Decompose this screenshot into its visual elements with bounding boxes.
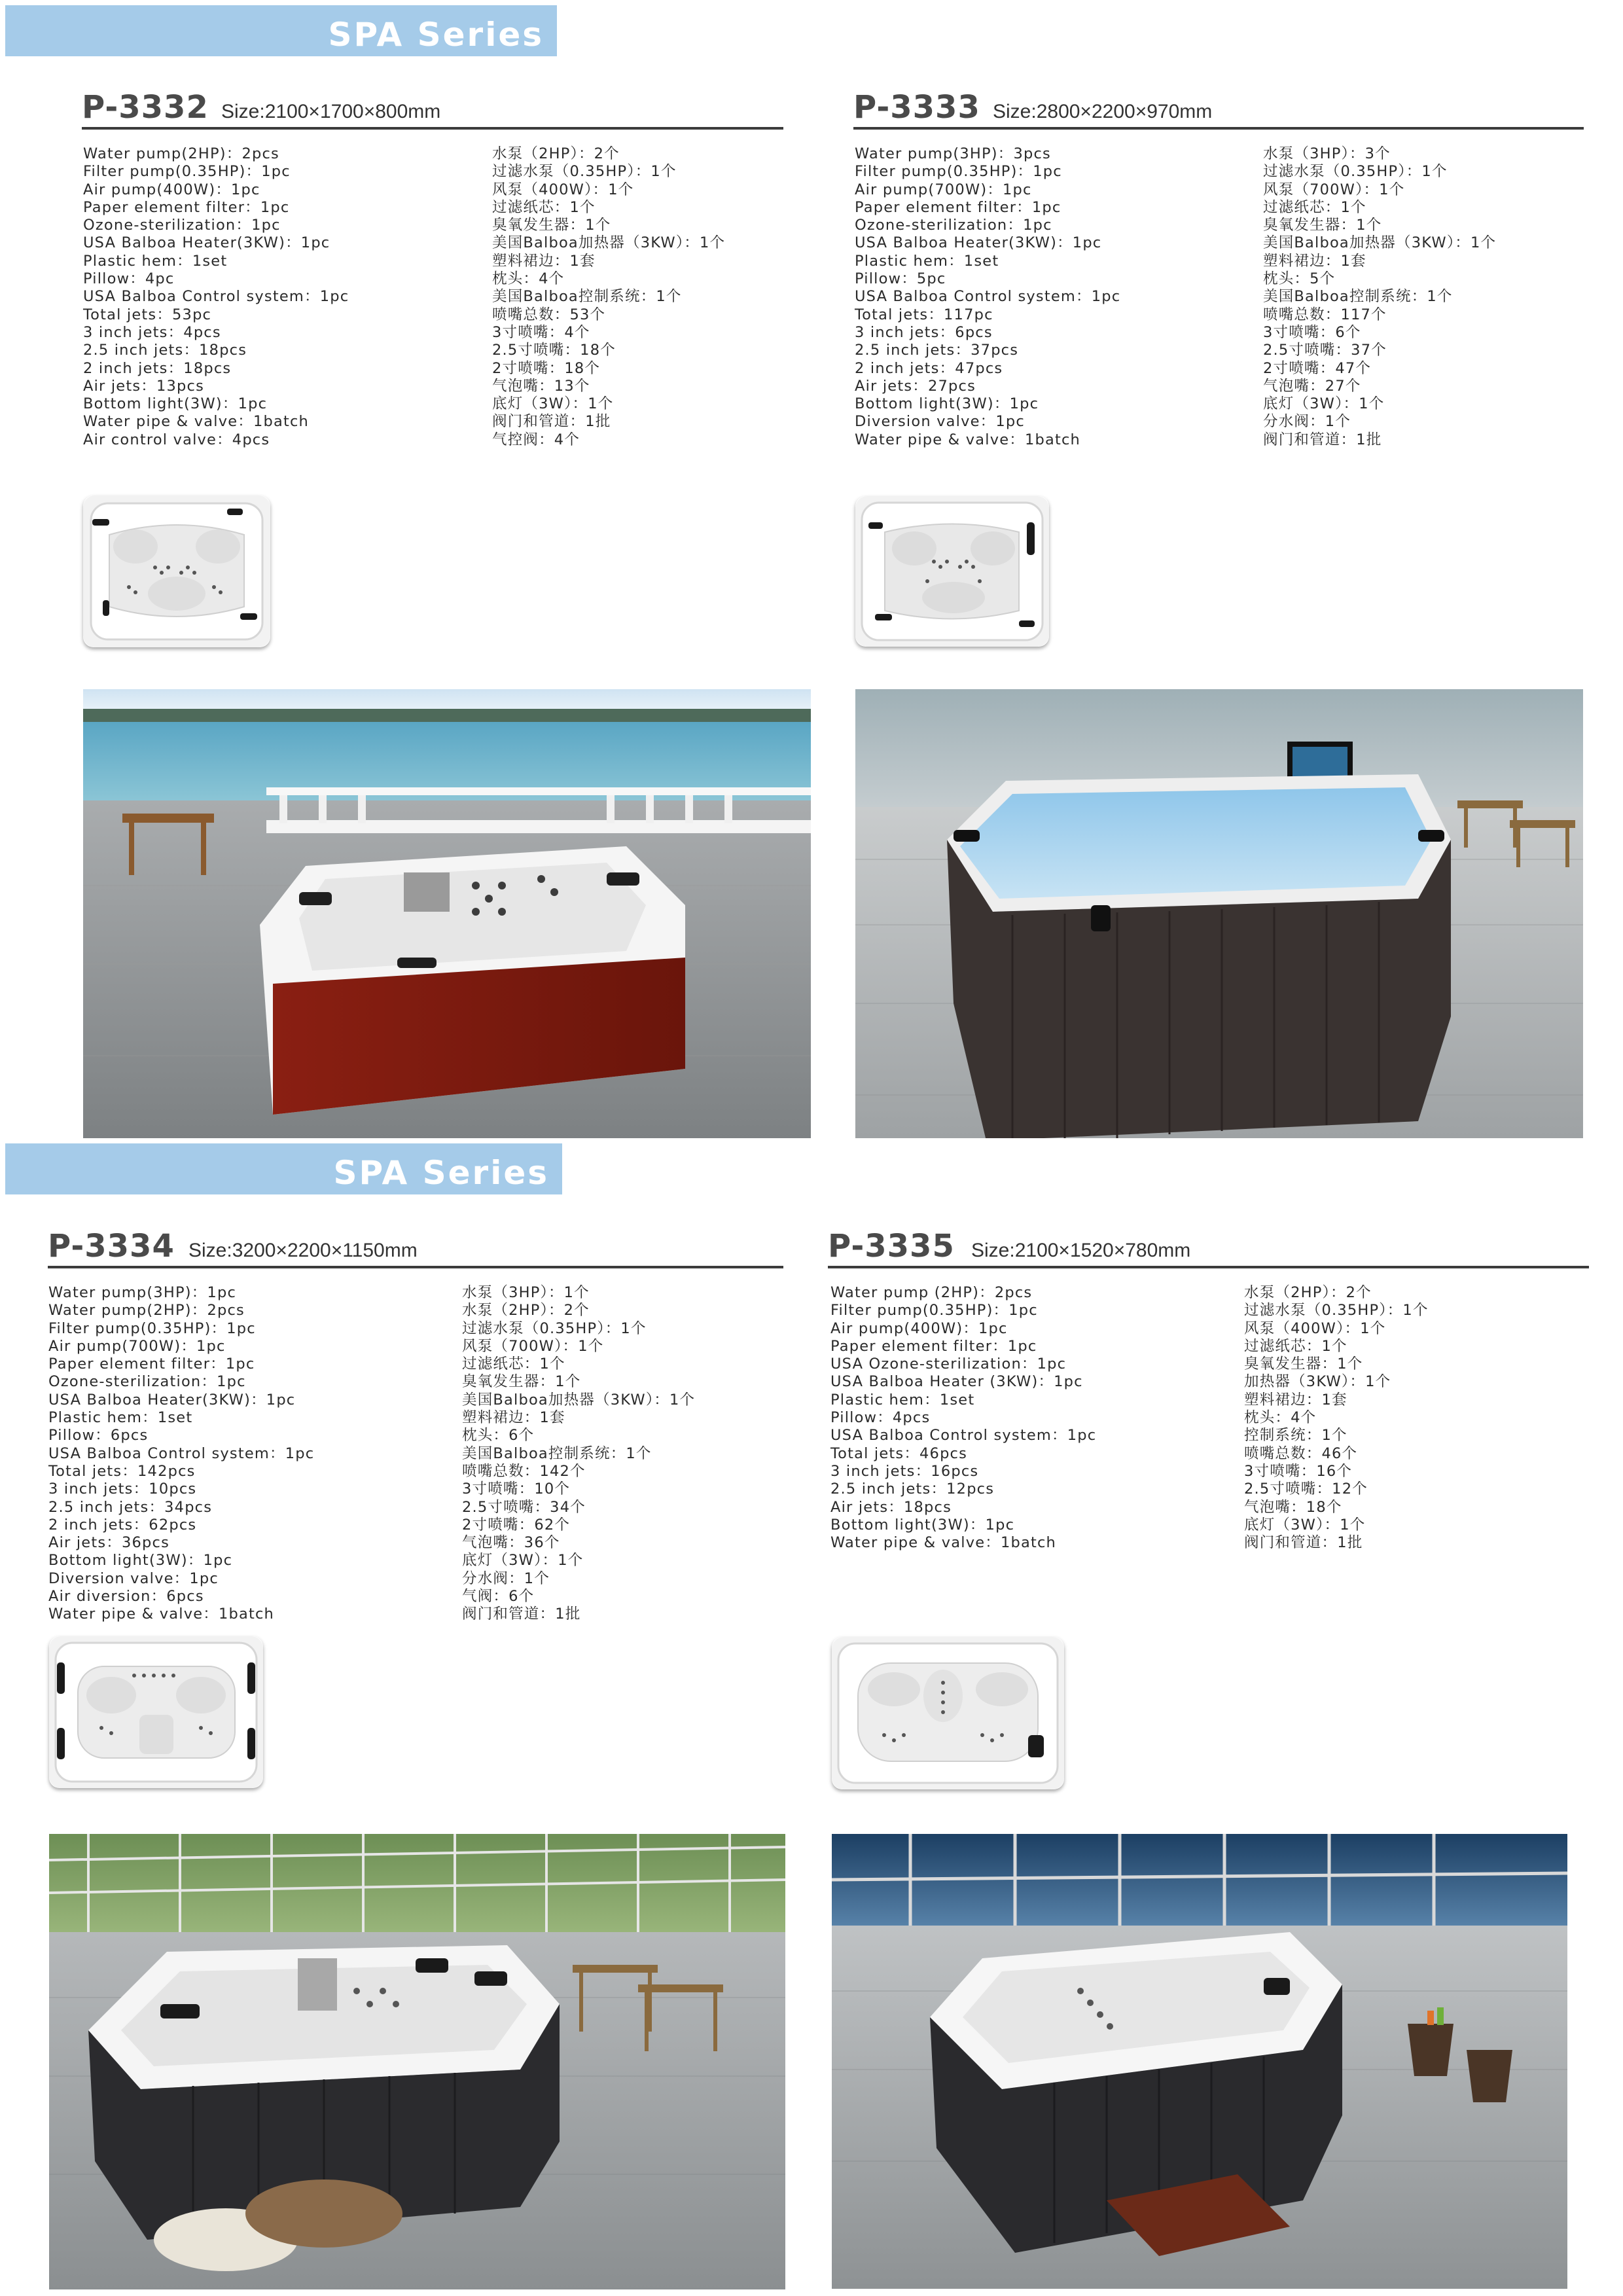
spec-line: 分水阀：1个 — [462, 1570, 550, 1587]
spec-line: 2寸喷嘴：47个 — [1263, 359, 1372, 377]
spec-line: 3寸喷嘴：10个 — [462, 1480, 571, 1498]
spec-line: Air pump(700W)：1pc — [855, 181, 1032, 198]
spec-line: 美国Balboa控制系统：1个 — [1263, 288, 1453, 306]
top-view-image-p3334 — [49, 1636, 263, 1788]
spec-line: 喷嘴总数：117个 — [1263, 306, 1387, 323]
product-header — [828, 1230, 1589, 1268]
spec-line: Water pump (2HP)：2pcs — [830, 1284, 1033, 1301]
spec-line: 2 inch jets：47pcs — [855, 359, 1003, 377]
spec-line: 美国Balboa控制系统：1个 — [462, 1444, 652, 1462]
spec-line: 2.5 inch jets：37pcs — [855, 342, 1019, 359]
spec-line: Paper element filter：1pc — [48, 1355, 255, 1373]
spec-line: Water pipe & valve：1batch — [855, 431, 1081, 448]
spec-line: 2.5 inch jets：18pcs — [83, 342, 247, 359]
spec-line: Plastic hem：1set — [855, 252, 999, 270]
product-size: Size:2100×1520×780mm — [971, 1240, 1191, 1261]
spec-line: 加热器（3KW）：1个 — [1244, 1373, 1391, 1391]
spec-line: 3 inch jets：6pcs — [855, 323, 993, 341]
spec-line: 美国Balboa控制系统：1个 — [492, 288, 682, 306]
spec-line: Filter pump(0.35HP)：1pc — [830, 1302, 1038, 1319]
spec-line: 枕头：5个 — [1263, 270, 1336, 288]
product-p3334 — [48, 1230, 783, 1623]
spec-line: 气控阀：4个 — [492, 431, 580, 448]
spec-line: Water pipe & valve：1batch — [48, 1605, 275, 1623]
product-photo-p3333 — [855, 689, 1583, 1138]
spec-line: 气泡嘴：13个 — [492, 377, 590, 395]
spec-line: Pillow：6pcs — [48, 1427, 149, 1444]
top-view-image-p3333 — [855, 496, 1049, 647]
spec-line: Diversion valve：1pc — [48, 1570, 219, 1587]
product-header — [82, 89, 783, 130]
spec-line: Filter pump(0.35HP)：1pc — [855, 163, 1062, 181]
product-size: Size:3200×2200×1150mm — [188, 1240, 418, 1261]
spec-line: 塑料裙边：1套 — [492, 252, 596, 270]
specs-english — [855, 145, 1120, 449]
specs-english — [83, 145, 349, 449]
spec-line: Diversion valve：1pc — [855, 413, 1025, 431]
spec-line: USA Balboa Heater(3KW)：1pc — [83, 234, 330, 252]
spec-line: 水泵（3HP）：1个 — [462, 1284, 590, 1301]
spec-line: 3寸喷嘴：16个 — [1244, 1462, 1353, 1480]
specs-chinese — [1263, 145, 1496, 449]
series-banner-title: SPA Series — [333, 1154, 549, 1192]
spec-line: Ozone-sterilization：1pc — [83, 217, 281, 234]
spec-line: Air jets：13pcs — [83, 377, 204, 395]
spec-line: Air pump(400W)：1pc — [830, 1319, 1008, 1337]
spec-line: 阀门和管道：1批 — [1244, 1534, 1363, 1552]
product-p3335 — [828, 1230, 1589, 1623]
spec-line: 臭氧发生器：1个 — [492, 217, 611, 234]
specs-english — [830, 1284, 1096, 1552]
spec-line: 喷嘴总数：46个 — [1244, 1444, 1358, 1462]
product-header — [48, 1230, 783, 1268]
top-view-image-p3332 — [83, 495, 270, 647]
spec-line: 3寸喷嘴：6个 — [1263, 323, 1361, 341]
spec-line: 3 inch jets：16pcs — [830, 1462, 979, 1480]
spec-line: Water pipe & valve：1batch — [830, 1534, 1057, 1552]
spec-line: 枕头：6个 — [462, 1427, 535, 1444]
spec-line: 枕头：4个 — [1244, 1409, 1317, 1427]
spec-line: Water pump(3HP)：3pcs — [855, 145, 1051, 162]
spec-line: Water pump(2HP)：2pcs — [83, 145, 279, 162]
product-code: P-3332 — [82, 89, 209, 126]
spec-line: 2.5寸喷嘴：12个 — [1244, 1480, 1368, 1498]
product-code: P-3334 — [48, 1228, 175, 1265]
spec-line: 气泡嘴：18个 — [1244, 1498, 1342, 1516]
spec-line: 塑料裙边：1套 — [1263, 252, 1366, 270]
spec-line: Plastic hem：1set — [48, 1409, 193, 1427]
spec-line: 喷嘴总数：53个 — [492, 306, 606, 323]
spec-line: 阀门和管道：1批 — [492, 413, 611, 431]
series-banner-top — [5, 5, 557, 56]
spec-line: 底灯（3W）：1个 — [1263, 395, 1385, 413]
spec-line: 底灯（3W）：1个 — [462, 1552, 584, 1570]
spec-line: 风泵（400W）：1个 — [492, 181, 634, 198]
spec-line: 控制系统：1个 — [1244, 1427, 1347, 1444]
spec-line: Pillow：4pc — [83, 270, 175, 288]
spec-line: 底灯（3W）：1个 — [1244, 1516, 1366, 1534]
spec-line: USA Balboa Control system：1pc — [83, 288, 349, 306]
spec-line: 气阀：6个 — [462, 1588, 535, 1605]
spec-line: Paper element filter：1pc — [855, 198, 1061, 216]
spec-line: 2 inch jets：62pcs — [48, 1516, 197, 1534]
spec-line: Paper element filter：1pc — [83, 198, 290, 216]
spec-line: 2.5寸喷嘴：37个 — [1263, 342, 1387, 359]
spec-line: 阀门和管道：1批 — [462, 1605, 581, 1623]
spec-line: Air jets：18pcs — [830, 1498, 952, 1516]
spec-line: Filter pump(0.35HP)：1pc — [48, 1319, 256, 1337]
spec-line: 塑料裙边：1套 — [462, 1409, 565, 1427]
spec-line: Ozone-sterilization：1pc — [48, 1373, 246, 1391]
series-banner-middle — [5, 1143, 562, 1194]
product-size: Size:2100×1700×800mm — [221, 101, 441, 122]
spec-line: Air diversion：6pcs — [48, 1588, 204, 1605]
spec-line: USA Balboa Control system：1pc — [830, 1427, 1097, 1444]
spec-line: 风泵（700W）：1个 — [462, 1337, 604, 1355]
spec-line: 过滤纸芯：1个 — [1263, 198, 1366, 216]
spec-line: USA Ozone-sterilization：1pc — [830, 1355, 1067, 1373]
spec-line: Air jets：36pcs — [48, 1534, 169, 1552]
specs-chinese — [462, 1284, 695, 1624]
spec-line: 2.5 inch jets：12pcs — [830, 1480, 995, 1498]
spec-line: Pillow：4pcs — [830, 1409, 931, 1427]
spec-line: 枕头：4个 — [492, 270, 565, 288]
product-size: Size:2800×2200×970mm — [993, 101, 1213, 122]
spec-line: 喷嘴总数：142个 — [462, 1462, 586, 1480]
spec-line: Air pump(400W)：1pc — [83, 181, 260, 198]
spec-line: Total jets：142pcs — [48, 1462, 196, 1480]
spec-line: Plastic hem：1set — [83, 252, 228, 270]
product-code: P-3333 — [853, 89, 980, 126]
product-photo-p3332 — [83, 689, 811, 1138]
spec-line: 3 inch jets：10pcs — [48, 1480, 197, 1498]
spec-line: 水泵（2HP）：2个 — [462, 1302, 590, 1319]
spec-line: Bottom light(3W)：1pc — [855, 395, 1039, 413]
spec-line: 过滤纸芯：1个 — [462, 1355, 565, 1373]
spec-line: Total jets：117pc — [855, 306, 993, 323]
spec-line: 风泵（400W）：1个 — [1244, 1319, 1386, 1337]
spec-line: 2.5寸喷嘴：18个 — [492, 342, 616, 359]
spec-line: Bottom light(3W)：1pc — [48, 1552, 233, 1570]
spec-line: USA Balboa Heater(3KW)：1pc — [48, 1391, 296, 1408]
spec-line: 水泵（3HP）：3个 — [1263, 145, 1391, 162]
product-code: P-3335 — [828, 1228, 955, 1265]
product-photo-p3335 — [832, 1834, 1567, 2289]
specs-chinese — [1244, 1284, 1429, 1552]
spec-line: USA Balboa Control system：1pc — [48, 1444, 315, 1462]
spec-line: 2 inch jets：18pcs — [83, 359, 232, 377]
spec-line: Bottom light(3W)：1pc — [830, 1516, 1015, 1534]
spec-line: Air jets：27pcs — [855, 377, 976, 395]
spec-line: Total jets：46pcs — [830, 1444, 968, 1462]
spec-line: 过滤纸芯：1个 — [492, 198, 596, 216]
spec-line: USA Balboa Control system：1pc — [855, 288, 1121, 306]
spec-line: Ozone-sterilization：1pc — [855, 217, 1052, 234]
product-header — [853, 89, 1584, 130]
spec-line: 美国Balboa加热器（3KW）：1个 — [1263, 234, 1497, 252]
spec-line: Air pump(700W)：1pc — [48, 1337, 226, 1355]
spec-line: 美国Balboa加热器（3KW）：1个 — [462, 1391, 696, 1408]
spec-line: 3寸喷嘴：4个 — [492, 323, 590, 341]
spec-line: 底灯（3W）：1个 — [492, 395, 614, 413]
spec-line: Total jets：53pc — [83, 306, 212, 323]
specs-english — [48, 1284, 314, 1624]
spec-line: 2.5 inch jets：34pcs — [48, 1498, 213, 1516]
spec-line: 过滤水泵（0.35HP）：1个 — [1263, 163, 1448, 181]
spec-line: Water pipe & valve：1batch — [83, 413, 310, 431]
spec-line: Filter pump(0.35HP)：1pc — [83, 163, 291, 181]
spec-line: Pillow：5pc — [855, 270, 946, 288]
spec-line: Plastic hem：1set — [830, 1391, 975, 1408]
spec-line: 过滤水泵（0.35HP）：1个 — [462, 1319, 647, 1337]
spec-line: 2.5寸喷嘴：34个 — [462, 1498, 586, 1516]
spec-line: 阀门和管道：1批 — [1263, 431, 1382, 448]
spec-line: 风泵（700W）：1个 — [1263, 181, 1405, 198]
spec-line: 美国Balboa加热器（3KW）：1个 — [492, 234, 726, 252]
spec-line: 臭氧发生器：1个 — [462, 1373, 581, 1391]
spec-line: 气泡嘴：27个 — [1263, 377, 1361, 395]
spec-line: USA Balboa Heater(3KW)：1pc — [855, 234, 1102, 252]
spec-line: 过滤水泵（0.35HP）：1个 — [1244, 1302, 1429, 1319]
spec-line: Air control valve：4pcs — [83, 431, 270, 448]
product-photo-p3334 — [49, 1834, 785, 2289]
spec-line: 过滤水泵（0.35HP）：1个 — [492, 163, 677, 181]
spec-line: 塑料裙边：1套 — [1244, 1391, 1347, 1408]
spec-line: USA Balboa Heater (3KW)：1pc — [830, 1373, 1083, 1391]
spec-line: 水泵（2HP）：2个 — [1244, 1284, 1372, 1301]
specs-chinese — [492, 145, 725, 449]
spec-line: 分水阀：1个 — [1263, 413, 1351, 431]
spec-line: 2寸喷嘴：18个 — [492, 359, 601, 377]
spec-line: 臭氧发生器：1个 — [1244, 1355, 1363, 1373]
spec-line: 水泵（2HP）：2个 — [492, 145, 620, 162]
series-banner-title: SPA Series — [328, 16, 544, 54]
spec-line: Water pump(3HP)：1pc — [48, 1284, 237, 1301]
spec-line: Water pump(2HP)：2pcs — [48, 1302, 245, 1319]
spec-line: 臭氧发生器：1个 — [1263, 217, 1382, 234]
spec-line: 气泡嘴：36个 — [462, 1534, 560, 1552]
spec-line: Paper element filter：1pc — [830, 1337, 1037, 1355]
spec-line: Bottom light(3W)：1pc — [83, 395, 268, 413]
spec-line: 过滤纸芯：1个 — [1244, 1337, 1347, 1355]
spec-line: 3 inch jets：4pcs — [83, 323, 221, 341]
top-view-image-p3335 — [832, 1637, 1064, 1789]
spec-line: 2寸喷嘴：62个 — [462, 1516, 571, 1534]
